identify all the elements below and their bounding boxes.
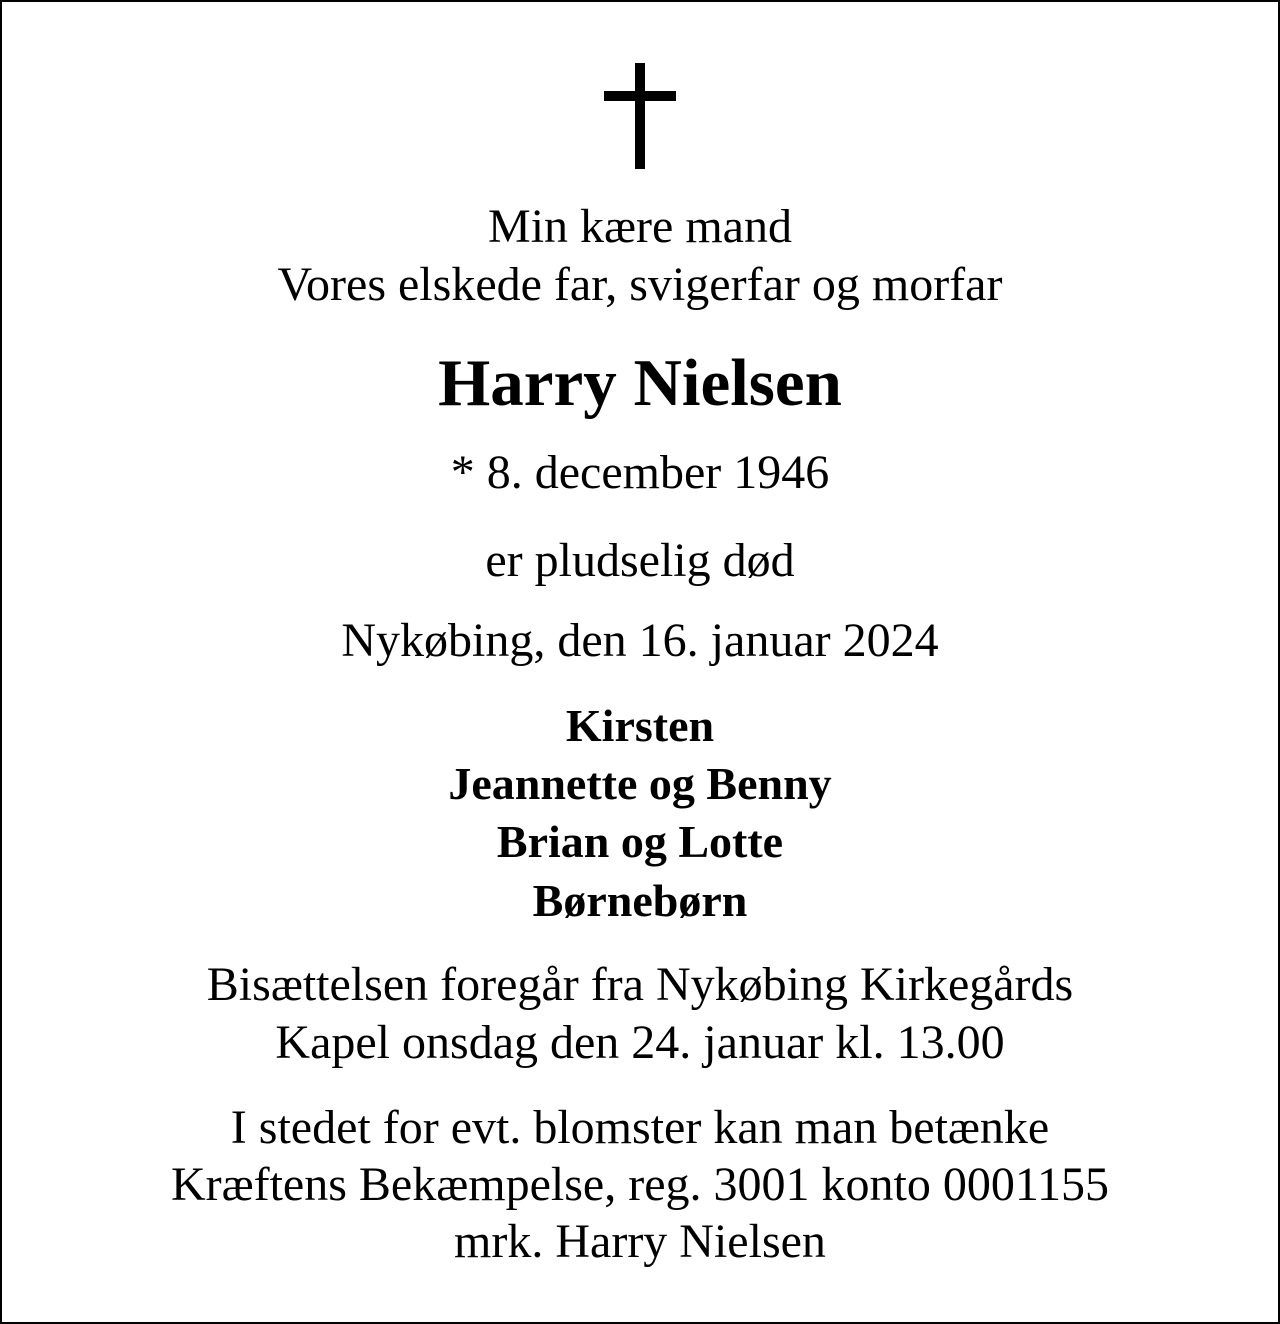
cross-vertical-bar [635,63,645,169]
cross-icon [604,63,676,169]
service-line-1: Bisættelsen foregår fra Nykøbing Kirkegårds [206,958,1074,1011]
death-status: er pludselig død [485,534,795,587]
family-line-4: Børnebørn [532,875,748,926]
family-line-2: Jeannette og Benny [448,758,832,809]
place-and-date: Nykøbing, den 16. januar 2024 [341,614,939,667]
service-line-2: Kapel onsdag den 24. januar kl. 13.00 [275,1016,1005,1069]
intro-line-1: Min kære mand [488,200,792,253]
donation-line-2: Kræftens Bekæmpelse, reg. 3001 konto 0001155 [170,1158,1110,1211]
donation-line-1: I stedet for evt. blomster kan man betænke [230,1101,1050,1154]
cross-horizontal-bar [604,91,676,101]
birth-date: * 8. december 1946 [450,446,830,499]
family-line-3: Brian og Lotte [496,816,784,867]
donation-line-3: mrk. Harry Nielsen [454,1215,826,1268]
intro-line-2: Vores elskede far, svigerfar og morfar [277,258,1003,311]
family-line-1: Kirsten [565,700,715,751]
deceased-name: Harry Nielsen [438,346,842,420]
